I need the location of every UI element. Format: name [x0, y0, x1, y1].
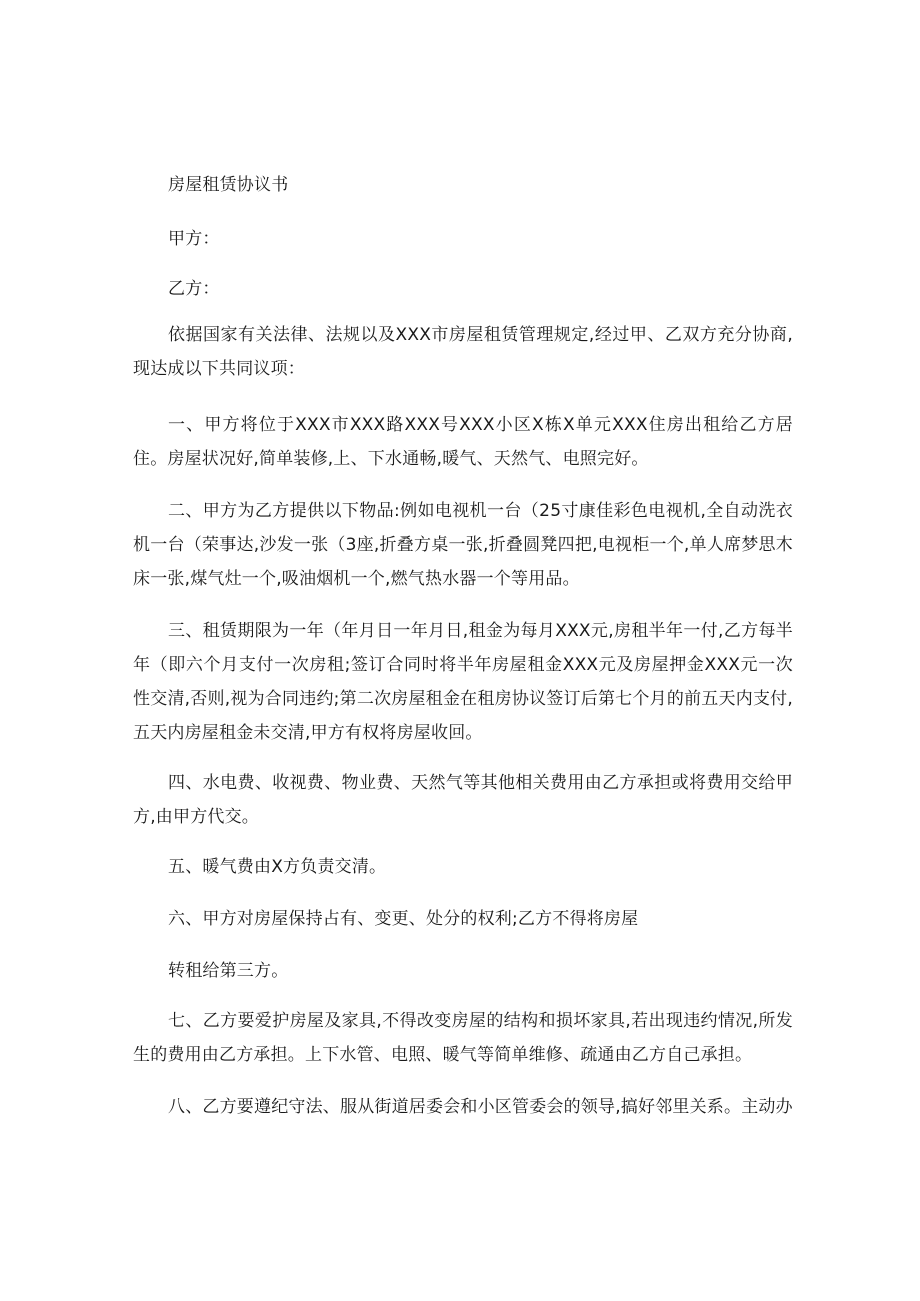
party-b-label: 乙方：	[168, 279, 220, 299]
clause-6-line-1: 六、甲方对房屋保持占有、变更、处分的权利;乙方不得将房屋	[168, 909, 639, 929]
clause-8: 八、乙方要遵纪守法、服从街道居委会和小区管委会的领导,搞好邻里关系。主动办	[168, 1097, 793, 1117]
clause-2: 二、甲方为乙方提供以下物品:例如电视机一台（25寸康佳彩色电视机,全自动洗衣机一台（荣事达,沙发一张（3座,折叠方桌一张,折叠圆凳四把,电视柜一个,单人席梦思木床一张,煤气灶一个,吸油烟机一个,燃气热水器一个等用品。	[133, 501, 793, 589]
clause-1: 一、甲方将位于XXX市XXX路XXX号XXX小区X栋X单元XXX住房出租给乙方居住。房屋状况好,简单装修,上、下水通畅,暖气、天然气、电照完好。	[133, 415, 793, 469]
clause-6-line-2: 转租给第三方。	[168, 961, 289, 981]
party-a-label: 甲方：	[168, 229, 220, 249]
document-title: 房屋租赁协议书	[168, 175, 289, 195]
clause-7: 七、乙方要爱护房屋及家具,不得改变房屋的结构和损坏家具,若出现违约情况,所发生的费用由乙方承担。上下水管、电照、暖气等简单维修、疏通由乙方自己承担。	[133, 1011, 793, 1065]
clause-4: 四、水电费、收视费、物业费、天然气等其他相关费用由乙方承担或将费用交给甲方,由甲方代交。	[133, 773, 793, 827]
clause-3: 三、租赁期限为一年（年月日一年月日,租金为每月XXX元,房租半年一付,乙方每半年（即六个月支付一次房租;签订合同时将半年房屋租金XXX元及房屋押金XXX元一次性交清,否则,视为合同违约;第二次房屋租金在租房协议签订后第七个月的前五天内支付,五天内房屋租金未交清,甲方有权将房屋收回。	[133, 621, 793, 743]
intro-paragraph: 依据国家有关法律、法规以及XXX市房屋租赁管理规定,经过甲、乙双方充分协商,现达成以下共同议项：	[133, 325, 793, 379]
clause-5: 五、暖气费由X方负责交清。	[168, 857, 387, 877]
